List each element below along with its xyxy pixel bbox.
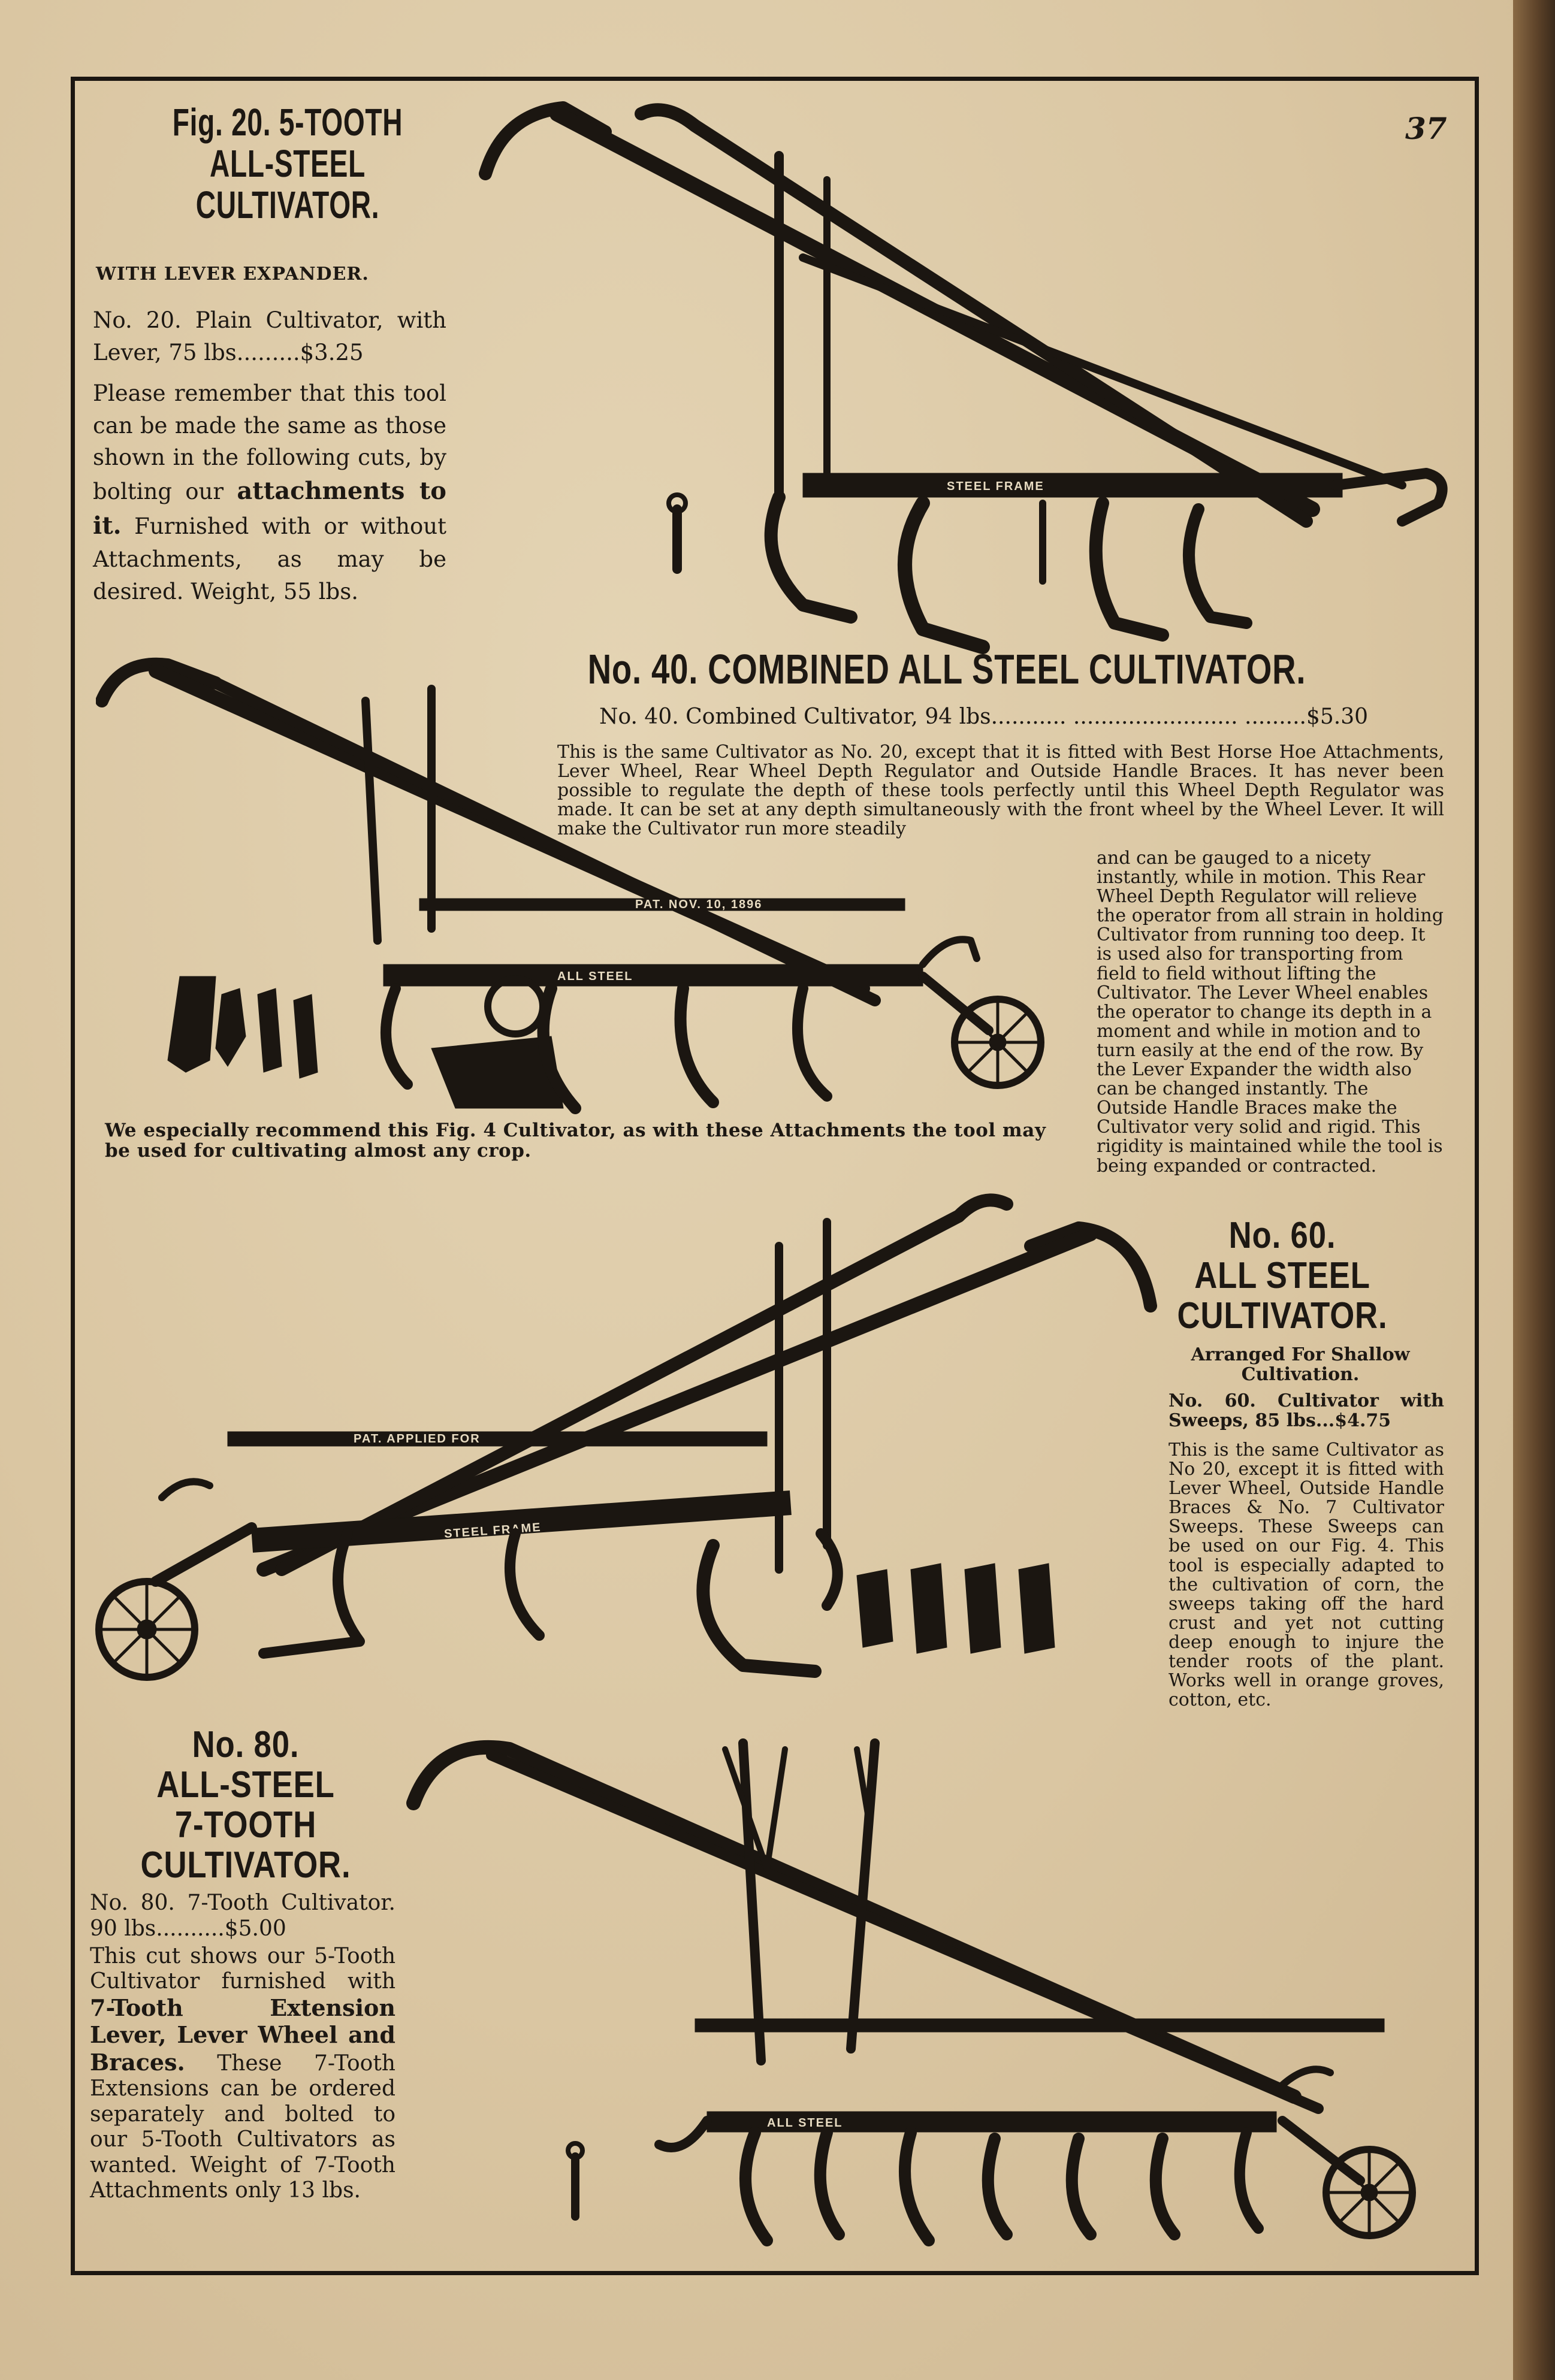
fig20-title-line3: CULTIVATOR. (195, 183, 380, 227)
fig20-body-text: Please remember that this tool can be made the same as those shown in the following cuts, by bolting our (93, 380, 446, 504)
fig20-body-bold: attachments to it. (93, 476, 446, 540)
no60-price-line: No. 60. Cultivator with Sweeps, 85 lbs...$4.75 (1168, 1390, 1444, 1431)
no60-subtitle: Arranged For Shallow Cultivation. (1191, 1344, 1410, 1385)
no80-body-bold: 7-Tooth Extension Lever, Lever Wheel and Braces. (90, 1994, 395, 2076)
page-number: 37 (1405, 111, 1447, 146)
no60-body: This is the same Cultivator as No 20, except it is fitted with Lever Wheel, Outside Handle Braces & No. 7 Cultivator Sweeps. These Sweeps can be used on our Fig. 4. This tool is especially adapted to the cultivation of corn, the sweeps taking off the hard crust and yet not cutting deep enough to injure the tender roots of the plant. Works well in orange groves, cotton, etc. (1168, 1440, 1444, 1711)
fig20-body-rest: Furnished with or without Attachments, as may be desired. Weight, 55 lbs. (93, 513, 446, 604)
fig20-title-line1: Fig. 20. 5-TOOTH (172, 101, 403, 144)
fig20-price-line: No. 20. Plain Cultivator, with Lever, 75 lbs.........$3.25 (93, 307, 446, 365)
no40-cultivator-illustration (96, 653, 1091, 1132)
no80-cultivator-illustration (395, 1725, 1450, 2252)
no60-title-line2: ALL STEEL (1194, 1254, 1370, 1296)
fig20-title-line2: ALL-STEEL (210, 142, 366, 186)
no80-title-line2: ALL-STEEL (156, 1764, 335, 1806)
no80-body-text: This cut shows our 5-Tooth Cultivator furnished with (90, 1944, 395, 1994)
fig20-body (93, 377, 446, 607)
no80-body (90, 1944, 395, 2204)
no40-title: No. 40. COMBINED ALL STEEL CULTIVATOR. (587, 646, 1306, 692)
no60-patent-stencil: PAT. APPLIED FOR (354, 1432, 481, 1445)
no40-description-narrow: and can be gauged to a nicety instantly, while in motion. This Rear Wheel Depth Regulator will relieve the operator from all strain in holding Cultivator from running too deep. It is used also for transporting from field to field without lifting the Cultivator. The Lever Wheel enables the operator to change its depth in a moment and while in motion and to turn easily at the end of the row. By the Lever Expander the width also can be changed instantly. The Outside Handle Braces make the Cultivator very solid and rigid. This rigidity is maintained while the tool is being expanded or contracted. (1097, 848, 1444, 1177)
no40-description-wide: This is the same Cultivator as No. 20, except that it is fitted with Best Horse Hoe Attachments, Lever Wheel, Rear Wheel Depth Regulator and Outside Handle Braces. It has never been possible to regulate the depth of these tools perfectly until this Wheel Depth Regulator was made. It can be set at any depth simultaneously with the front wheel by the Wheel Lever. It will make the Cultivator run more steadily (557, 742, 1444, 840)
no40-price-line: No. 40. Combined Cultivator, 94 lbs........... ........................ .........$5.30 (599, 704, 1369, 729)
no80-title-line3: 7-TOOTH (174, 1804, 317, 1846)
no60-title-line3: CULTIVATOR. (1177, 1295, 1388, 1336)
fig20-frame-stencil: STEEL FRAME (947, 480, 1044, 493)
fig20-cultivator-illustration (467, 90, 1462, 659)
no80-frame-stencil: ALL STEEL (767, 2116, 843, 2130)
fig20-subtitle: WITH LEVER EXPANDER. (96, 264, 369, 285)
fig20-heading (90, 102, 485, 226)
no60-title-line1: No. 60. (1228, 1215, 1336, 1256)
no60-frame-stencil: STEEL FRAME (443, 1520, 542, 1541)
no80-title-line1: No. 80. (192, 1724, 300, 1765)
no40-caption: We especially recommend this Fig. 4 Cultivator, as with these Attachments the tool may be used for cultivating almost any crop. (105, 1120, 1046, 1162)
book-spine (1513, 0, 1555, 2380)
no60-heading (1127, 1216, 1438, 1336)
no40-frame-stencil: ALL STEEL (557, 970, 633, 983)
no80-price-line: No. 80. 7-Tooth Cultivator. 90 lbs..........$5.00 (90, 1891, 395, 1942)
no60-cultivator-illustration (84, 1186, 1163, 1725)
no80-heading (96, 1725, 395, 1886)
no80-body-rest: These 7-Tooth Extensions can be ordered separately and bolted to our 5-Tooth Cultivators as wanted. Weight of 7-Tooth Attachments only 13 lbs. (90, 2051, 395, 2203)
no40-patent-stencil: PAT. NOV. 10, 1896 (635, 898, 763, 911)
no80-title-line4: CULTIVATOR. (140, 1844, 351, 1886)
